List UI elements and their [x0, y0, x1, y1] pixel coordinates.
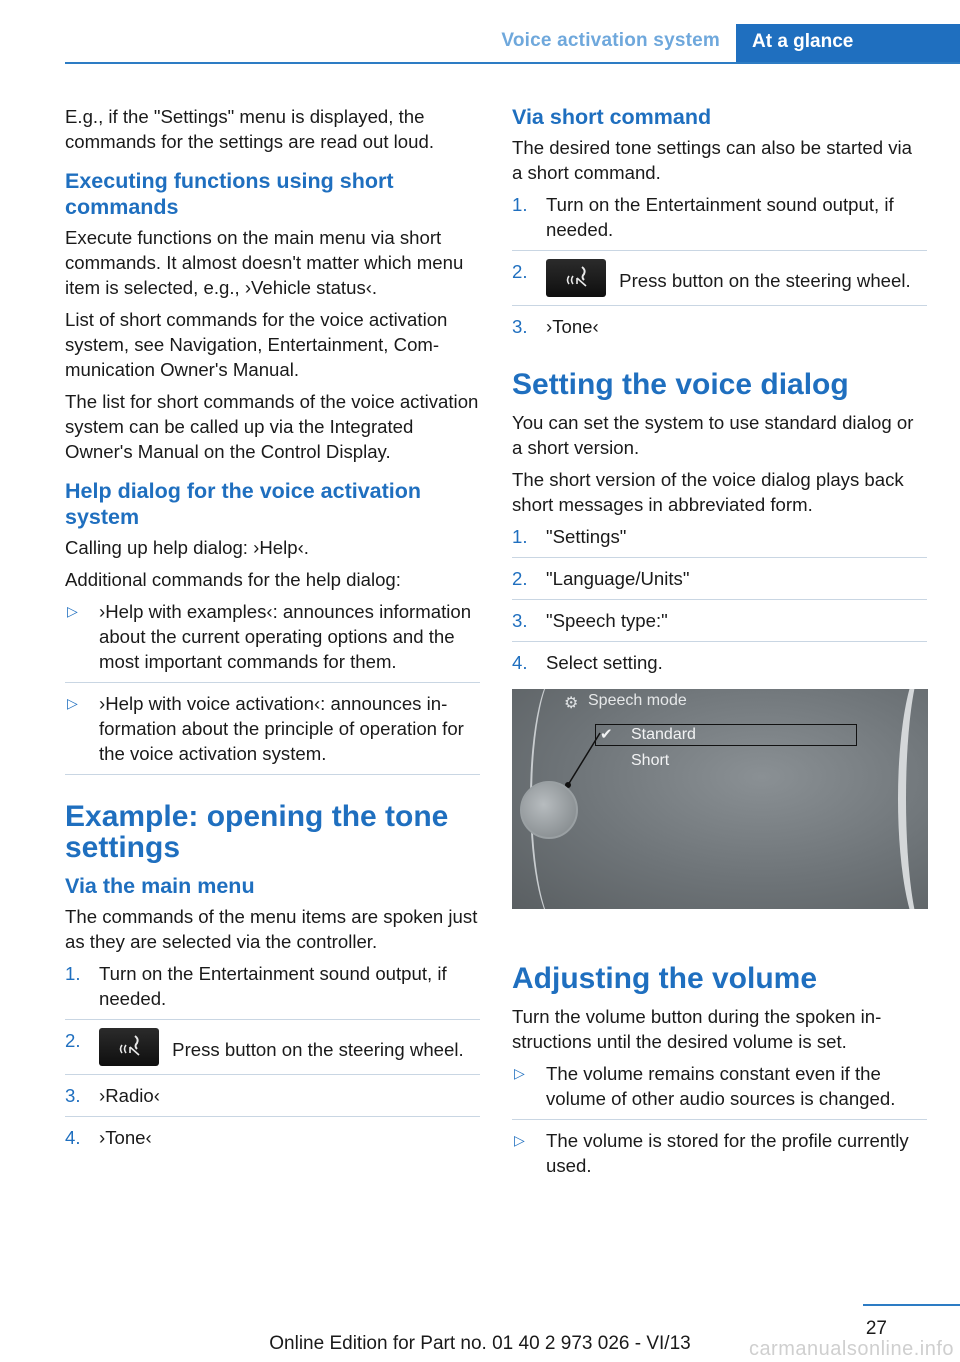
- controller-knob-icon: [520, 781, 578, 839]
- header-section-title: Voice activation system: [501, 30, 720, 51]
- list-item: [512, 566, 927, 600]
- list-item: [512, 192, 927, 251]
- list-item: [512, 1128, 927, 1178]
- triangle-bullet-icon: ▷: [67, 695, 78, 711]
- list-item-text: The volume remains constant even if the volume of other audio sources is changed.: [546, 1063, 896, 1109]
- step-text: "Speech type:": [546, 610, 668, 631]
- voice-dialog-paragraph-2: The short version of the voice dialog plays back short messages in abbreviated form.: [512, 469, 904, 515]
- watermark: carmanualsonline.info: [748, 1338, 954, 1360]
- option-short: Short: [631, 752, 670, 769]
- step-number: 3.: [512, 610, 528, 631]
- step-number: 3.: [512, 316, 528, 337]
- step-number: 1.: [512, 526, 528, 547]
- list-item: [65, 599, 480, 683]
- step-number: 4.: [65, 1127, 81, 1148]
- triangle-bullet-icon: ▷: [67, 603, 78, 619]
- pointer-line-icon: [564, 729, 604, 789]
- gear-icon: ⚙: [564, 695, 579, 712]
- page-number: 27: [865, 1318, 887, 1339]
- list-item-text: The volume is stored for the profile currently used.: [546, 1130, 909, 1176]
- step-number: 2.: [512, 261, 528, 282]
- volume-list: [512, 1061, 927, 1178]
- volume-paragraph: Turn the volume button during the spoken instructions until the desired volume is set.: [512, 1006, 882, 1052]
- footer-rule: [863, 1304, 960, 1306]
- edition-note: Online Edition for Part no. 01 40 2 973 026 - VI/13: [269, 1333, 691, 1354]
- main-menu-heading: Via the main menu: [65, 874, 255, 898]
- step-number: 3.: [65, 1085, 81, 1106]
- step-number: 2.: [65, 1030, 81, 1051]
- step-number: 2.: [512, 568, 528, 589]
- short-commands-paragraph-1: Execute functions on the main menu via short commands. It almost doesn't matter which menu item is selected, e.g., ›Vehicle status‹.: [65, 227, 464, 298]
- main-menu-steps: [65, 961, 480, 1150]
- list-item: [65, 691, 480, 775]
- step-text: Select setting.: [546, 652, 663, 673]
- step-text: Press button on the steering wheel.: [619, 270, 911, 291]
- short-command-steps: [512, 192, 927, 339]
- voice-dialog-paragraph-1: You can set the system to use standard dialog or a short version.: [512, 412, 914, 458]
- list-item: [65, 961, 480, 1020]
- display-scroll-arc: [898, 689, 928, 909]
- intro-paragraph: E.g., if the "Settings" menu is displayed, the commands for the settings are read out loud.: [65, 106, 434, 152]
- short-commands-heading: Executing functions using short commands: [65, 169, 394, 219]
- header-rule: [65, 62, 960, 64]
- list-item: [512, 314, 927, 339]
- step-text: "Language/Units": [546, 568, 690, 589]
- help-dialog-paragraph-1: Calling up help dialog: ›Help‹.: [65, 537, 309, 558]
- short-command-paragraph: The desired tone settings can also be started via a short command.: [512, 137, 913, 183]
- step-number: 1.: [65, 963, 81, 984]
- step-text: Press button on the steering wheel.: [172, 1039, 464, 1060]
- volume-heading: Adjusting the volume: [512, 962, 818, 995]
- step-text: Turn on the Entertainment sound output, if needed.: [99, 963, 447, 1009]
- list-item: [512, 259, 927, 306]
- triangle-bullet-icon: ▷: [514, 1132, 525, 1148]
- page-header: [0, 0, 960, 64]
- step-text: "Settings": [546, 526, 627, 547]
- list-item: [512, 1061, 927, 1120]
- short-commands-paragraph-2: List of short commands for the voice activation system, see Navigation, Entertainment, Communication Owner's Manual.: [65, 309, 448, 380]
- screen-menu-title: Speech mode: [588, 692, 687, 709]
- right-column: [512, 104, 927, 1185]
- short-commands-paragraph-3: The list for short commands of the voice activation system can be called up via the Integrated Owner's Manual on the Control Display.: [65, 391, 479, 462]
- example-heading: Example: opening the tone settings: [65, 800, 449, 864]
- help-commands-list: [65, 599, 480, 775]
- list-item: [512, 650, 927, 675]
- step-text: Turn on the Entertainment sound output, if needed.: [546, 194, 894, 240]
- option-standard: Standard: [631, 726, 696, 743]
- help-dialog-paragraph-2: Additional commands for the help dialog:: [65, 569, 401, 590]
- step-text: ›Tone‹: [546, 316, 599, 337]
- list-item: [65, 1125, 480, 1150]
- checkmark-icon: ✔: [600, 726, 613, 743]
- control-display-screenshot: [512, 689, 928, 909]
- step-text: ›Radio‹: [99, 1085, 160, 1106]
- voice-button-icon: [99, 1028, 159, 1066]
- help-dialog-heading: Help dialog for the voice activation system: [65, 479, 422, 529]
- step-number: 4.: [512, 652, 528, 673]
- step-text: ›Tone‹: [99, 1127, 152, 1148]
- list-item-text: ›Help with examples‹: announces information about the current operating options and the most important commands for them.: [99, 601, 472, 672]
- left-column: [65, 104, 480, 1157]
- step-number: 1.: [512, 194, 528, 215]
- voice-button-icon: [546, 259, 606, 297]
- list-item: [65, 1083, 480, 1117]
- short-command-heading: Via short command: [512, 105, 712, 129]
- voice-dialog-steps: [512, 524, 927, 675]
- main-menu-paragraph: The commands of the menu items are spoken just as they are selected via the controller.: [65, 906, 478, 952]
- list-item: [512, 608, 927, 642]
- voice-dialog-heading: Setting the voice dialog: [512, 368, 849, 401]
- triangle-bullet-icon: ▷: [514, 1065, 525, 1081]
- list-item-text: ›Help with voice activation‹: announces information about the principle of operation for the voice activation system.: [99, 693, 464, 764]
- list-item: [512, 524, 927, 558]
- list-item: [65, 1028, 480, 1075]
- header-chapter-tab: At a glance: [736, 24, 960, 62]
